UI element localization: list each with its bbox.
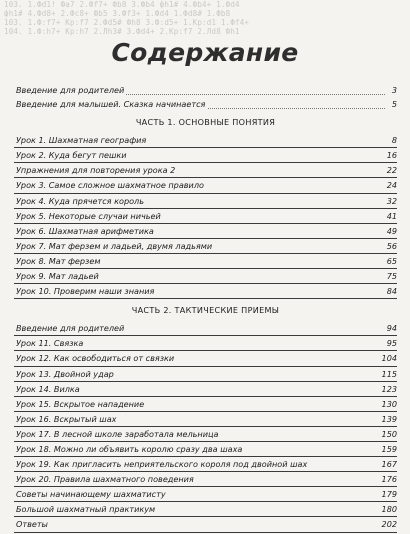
toc-entry-page: 176 (380, 472, 397, 486)
toc-entry-title: Урок 15. Вскрытое нападение (16, 397, 146, 411)
toc-entry-page: 84 (385, 284, 397, 298)
toc-entry-title: Урок 11. Связка (16, 336, 85, 350)
toc-entry (14, 148, 397, 163)
toc-entry-page: 167 (380, 457, 397, 471)
toc-entry-page: 49 (385, 224, 397, 238)
toc-entry-page: 180 (380, 502, 397, 516)
toc-entry-page: 139 (380, 412, 397, 426)
toc-entry-title: Урок 13. Двойной удар (16, 367, 116, 381)
bleed-line: фh1# 4.Фd8+ 2.Фc8+ Фb5 3.Фf3+ 1.Фd4 1.Фd8# 1.Фb8 (4, 9, 231, 18)
toc-entry-title: Урок 7. Мат ферзем и ладьей, двумя ладьями (16, 239, 214, 253)
toc-entry-page: 104 (380, 351, 397, 365)
toc-entry-page: 32 (385, 194, 397, 208)
toc-entry (14, 224, 397, 239)
toc-entry (14, 457, 397, 472)
toc-entry-title: Большой шахматный практикум (16, 502, 157, 516)
toc-entry-title: Урок 1. Шахматная география (16, 133, 148, 147)
toc-entry-page: 95 (385, 336, 397, 350)
toc-entry-title: Урок 10. Проверим наши знания (16, 284, 156, 298)
toc-entry-page: 123 (380, 382, 397, 396)
toc-entry-page: 5 (390, 97, 397, 111)
toc-entry-title: Урок 18. Можно ли объявить королю сразу два шаха (16, 442, 244, 456)
part1-section (14, 133, 397, 299)
toc-entry-page: 22 (385, 163, 397, 177)
toc-entry (14, 284, 397, 299)
intro-section (14, 83, 397, 111)
toc-entry-title: Урок 2. Куда бегут пешки (16, 148, 129, 162)
toc-entry (14, 412, 397, 427)
toc-entry-title: Введение для малышей. Сказка начинается (16, 97, 207, 111)
toc-entry (14, 321, 397, 336)
bleed-line: 103. 1.Фd1! Фа7 2.Фf7+ Фb8 3.Фb4 фh1# 4.Фb4+ 1.Фd4 (4, 0, 240, 9)
toc-entry (14, 472, 397, 487)
toc-entry-title: Урок 20. Правила шахматного поведения (16, 472, 196, 486)
toc-entry-page: 202 (380, 517, 397, 531)
toc-entry (14, 427, 397, 442)
toc-entry-page: 179 (380, 487, 397, 501)
toc-entry-title: Советы начинающему шахматисту (16, 487, 168, 501)
toc-entry (14, 397, 397, 412)
toc-entry (14, 442, 397, 457)
toc-entry-title: Урок 19. Как пригласить неприятельского короля под двойной шах (16, 457, 309, 471)
page-title: Содержание (111, 38, 299, 67)
toc-entry (14, 382, 397, 397)
toc-entry-title: Урок 4. Куда прячется король (16, 194, 146, 208)
toc-entry-title: Введение для родителей (16, 321, 126, 335)
toc-entry-page: 16 (385, 148, 397, 162)
toc-entry (14, 269, 397, 284)
toc-entry-page: 65 (385, 254, 397, 268)
toc-entry-title: Урок 14. Вилка (16, 382, 82, 396)
toc-entry-page: 56 (385, 239, 397, 253)
part1-heading: ЧАСТЬ 1. ОСНОВНЫЕ ПОНЯТИЯ (135, 117, 276, 128)
toc-entry-page: 8 (390, 133, 397, 147)
bleed-line: 103. 1.Ф:f7+ Кр:f7 2.Фd5# Фh8 3.Ф:d5+ 1.Кр:d1 1.Фf4+ (4, 18, 250, 27)
part2-heading: ЧАСТЬ 2. ТАКТИЧЕСКИЕ ПРИЕМЫ (131, 305, 280, 316)
toc-entry (14, 83, 397, 97)
toc-entry-title: Упражнения для повторения урока 2 (16, 163, 177, 177)
toc-entry-title: Урок 12. Как освободиться от связки (16, 351, 176, 365)
toc-entry-title: Урок 3. Самое сложное шахматное правило (16, 178, 206, 192)
toc-entry-title: Урок 9. Мат ладьей (16, 269, 101, 283)
toc-entry-title: Урок 5. Некоторые случаи ничьей (16, 209, 163, 223)
toc-entry-title: Ответы (16, 517, 50, 531)
toc-entry (14, 133, 397, 148)
part2-section (14, 321, 397, 532)
toc-entry (14, 163, 397, 178)
toc-entry-title: Урок 16. Вскрытый шах (16, 412, 118, 426)
toc-entry (14, 487, 397, 502)
toc-entry-title: Урок 17. В лесной школе заработала мельница (16, 427, 220, 441)
toc-entry (14, 97, 397, 111)
toc-entry (14, 209, 397, 224)
toc-entry (14, 517, 397, 532)
toc-entry-title: Урок 8. Мат ферзем (16, 254, 102, 268)
toc-entry (14, 502, 397, 517)
toc-entry-page: 41 (385, 209, 397, 223)
toc-entry-page: 94 (385, 321, 397, 335)
bleed-line: 104. 1.Ф:h7+ Кр:h7 2.Лh3# 3.Фd4+ 2.Кр:f7 2.Лd8 Фh1 (4, 27, 240, 36)
toc-entry-page: 24 (385, 178, 397, 192)
toc-entry (14, 178, 397, 193)
toc-entry-page: 159 (380, 442, 397, 456)
toc-entry (14, 239, 397, 254)
toc-entry (14, 194, 397, 209)
toc-entry-page: 130 (380, 397, 397, 411)
toc-entry-title: Введение для родителей (16, 83, 126, 97)
toc-entry (14, 367, 397, 382)
bleed-through-text (0, 0, 410, 40)
toc-entry-page: 75 (385, 269, 397, 283)
toc-entry (14, 351, 397, 366)
toc-entry-page: 150 (380, 427, 397, 441)
toc-entry-page: 3 (390, 83, 397, 97)
toc-entry-title: Урок 6. Шахматная арифметика (16, 224, 156, 238)
table-of-contents (14, 83, 397, 533)
toc-entry (14, 254, 397, 269)
toc-entry (14, 336, 397, 351)
toc-entry-page: 115 (380, 367, 397, 381)
